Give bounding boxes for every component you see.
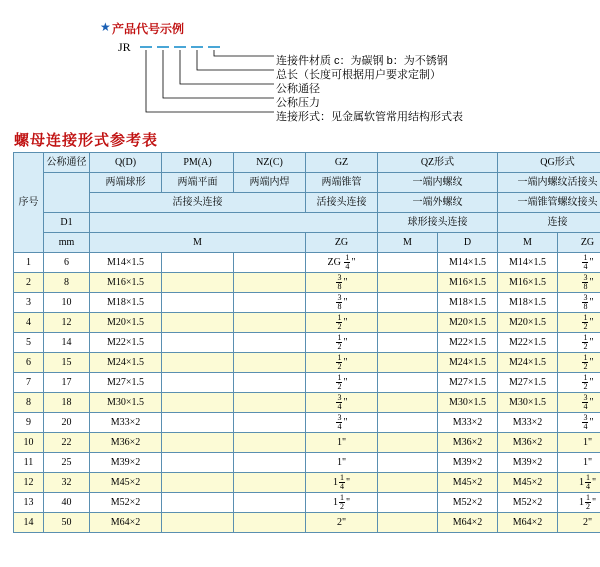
cell-nz xyxy=(234,433,306,453)
header-connect: 连接 xyxy=(498,213,600,233)
table-row xyxy=(14,513,600,533)
header-group-qz: QZ形式 xyxy=(378,153,498,173)
nut-connection-table xyxy=(13,152,600,533)
header-sub-zg: ZG xyxy=(306,233,378,253)
table-header-desc xyxy=(14,173,600,193)
cell-qg-zg: $\frac{1}{2}$ " xyxy=(558,353,600,373)
table-row xyxy=(14,413,600,433)
cell-dn: 20 xyxy=(44,413,90,433)
cell-pm xyxy=(162,413,234,433)
cell-qg-zg: $\frac{3}{4}$ " xyxy=(558,413,600,433)
table-row xyxy=(14,353,600,373)
cell-index: 13 xyxy=(14,493,44,513)
cell-pm xyxy=(162,493,234,513)
table-row xyxy=(14,313,600,333)
cell-q: M52×2 xyxy=(90,493,162,513)
cell-qg-zg: $\frac{1}{4}$ " xyxy=(558,253,600,273)
cell-qz-d: M36×2 xyxy=(438,433,498,453)
cell-pm xyxy=(162,273,234,293)
cell-qz-m xyxy=(378,373,438,393)
cell-dn: 18 xyxy=(44,393,90,413)
cell-q: M36×2 xyxy=(90,433,162,453)
cell-qg-zg: 1" xyxy=(558,433,600,453)
cell-pm xyxy=(162,393,234,413)
legend-note-connection: 连接形式：见金属软管常用结构形式表 xyxy=(276,111,463,123)
cell-qg-zg: 1 $\frac{1}{2}$ " xyxy=(558,493,600,513)
cell-qz-m xyxy=(378,493,438,513)
legend-note-pressure: 公称压力 xyxy=(276,97,320,109)
cell-q: M24×1.5 xyxy=(90,353,162,373)
cell-qz-d: M22×1.5 xyxy=(438,333,498,353)
cell-qz-m xyxy=(378,313,438,333)
cell-q: M45×2 xyxy=(90,473,162,493)
cell-qg-zg: 1 $\frac{1}{4}$ " xyxy=(558,473,600,493)
table-row xyxy=(14,293,600,313)
product-code-legend xyxy=(0,0,600,126)
cell-dn: 15 xyxy=(44,353,90,373)
cell-qg-zg: 2" xyxy=(558,513,600,533)
header-group-qg: QG形式 xyxy=(498,153,600,173)
cell-pm xyxy=(162,353,234,373)
cell-qg-m: M30×1.5 xyxy=(498,393,558,413)
cell-qg-m: M14×1.5 xyxy=(498,253,558,273)
cell-index: 8 xyxy=(14,393,44,413)
cell-index: 7 xyxy=(14,373,44,393)
cell-index: 5 xyxy=(14,333,44,353)
header-conn-gz: 活接头连接 xyxy=(306,193,378,213)
cell-qz-m xyxy=(378,353,438,373)
table-body xyxy=(14,253,600,533)
header-dn: 公称通径 xyxy=(44,153,90,173)
cell-gz: 1" xyxy=(306,433,378,453)
cell-q: M64×2 xyxy=(90,513,162,533)
cell-index: 14 xyxy=(14,513,44,533)
table-header-d1 xyxy=(14,213,600,233)
cell-dn: 50 xyxy=(44,513,90,533)
cell-qz-m xyxy=(378,293,438,313)
header-group-q: Q(D) xyxy=(90,153,162,173)
cell-gz: 1 $\frac{1}{2}$ " xyxy=(306,493,378,513)
header-conn-qz: 一端外螺纹 xyxy=(378,193,498,213)
table-row xyxy=(14,253,600,273)
cell-qz-d: M45×2 xyxy=(438,473,498,493)
table-header-units xyxy=(14,233,600,253)
cell-q: M22×1.5 xyxy=(90,333,162,353)
table-row xyxy=(14,333,600,353)
cell-pm xyxy=(162,253,234,273)
cell-gz: 1" xyxy=(306,453,378,473)
header-d1: D1 xyxy=(44,213,90,233)
header-desc-qg: 一端内螺纹活接头 xyxy=(498,173,600,193)
cell-qz-m xyxy=(378,453,438,473)
cell-gz: 1 $\frac{1}{4}$ " xyxy=(306,473,378,493)
cell-pm xyxy=(162,513,234,533)
cell-gz: $\frac{1}{2}$ " xyxy=(306,373,378,393)
header-desc-q: 两端球形 xyxy=(90,173,162,193)
cell-pm xyxy=(162,333,234,353)
header-desc-gz: 两端锥管 xyxy=(306,173,378,193)
cell-pm xyxy=(162,313,234,333)
table-row xyxy=(14,453,600,473)
cell-qg-zg: $\frac{3}{4}$ " xyxy=(558,393,600,413)
cell-qg-zg: $\frac{1}{2}$ " xyxy=(558,313,600,333)
cell-dn: 17 xyxy=(44,373,90,393)
cell-qz-m xyxy=(378,433,438,453)
cell-dn: 25 xyxy=(44,453,90,473)
legend-note-length: 总长（长度可根据用户要求定制） xyxy=(276,69,441,81)
header-group-gz: GZ xyxy=(306,153,378,173)
cell-q: M20×1.5 xyxy=(90,313,162,333)
header-dn-blank xyxy=(44,173,90,213)
cell-qz-m xyxy=(378,333,438,353)
cell-qg-m: M39×2 xyxy=(498,453,558,473)
cell-index: 11 xyxy=(14,453,44,473)
cell-q: M16×1.5 xyxy=(90,273,162,293)
cell-qz-m xyxy=(378,413,438,433)
cell-qz-d: M52×2 xyxy=(438,493,498,513)
cell-nz xyxy=(234,493,306,513)
cell-nz xyxy=(234,333,306,353)
header-desc-qz: 一端内螺纹 xyxy=(378,173,498,193)
table-header-conn xyxy=(14,193,600,213)
legend-note-diameter: 公称通径 xyxy=(276,83,320,95)
cell-index: 2 xyxy=(14,273,44,293)
cell-qg-m: M16×1.5 xyxy=(498,273,558,293)
cell-index: 10 xyxy=(14,433,44,453)
cell-nz xyxy=(234,393,306,413)
cell-dn: 6 xyxy=(44,253,90,273)
cell-pm xyxy=(162,453,234,473)
cell-qg-m: M27×1.5 xyxy=(498,373,558,393)
cell-nz xyxy=(234,513,306,533)
cell-qz-m xyxy=(378,513,438,533)
cell-pm xyxy=(162,293,234,313)
cell-dn: 32 xyxy=(44,473,90,493)
cell-pm xyxy=(162,433,234,453)
cell-index: 3 xyxy=(14,293,44,313)
header-index-label: 序号 xyxy=(18,196,39,208)
header-sub-qz-d: D xyxy=(438,233,498,253)
cell-nz xyxy=(234,253,306,273)
cell-qg-zg: $\frac{1}{2}$ " xyxy=(558,333,600,353)
cell-gz: $\frac{3}{8}$ " xyxy=(306,293,378,313)
table-row xyxy=(14,393,600,413)
code-prefix: JR xyxy=(118,40,131,54)
cell-qz-m xyxy=(378,253,438,273)
section-title: 螺母连接形式参考表 xyxy=(14,132,159,149)
cell-q: M33×2 xyxy=(90,413,162,433)
cell-qg-m: M33×2 xyxy=(498,413,558,433)
cell-q: M39×2 xyxy=(90,453,162,473)
cell-qg-m: M52×2 xyxy=(498,493,558,513)
cell-qz-d: M24×1.5 xyxy=(438,353,498,373)
cell-qg-m: M18×1.5 xyxy=(498,293,558,313)
cell-qz-m xyxy=(378,393,438,413)
cell-q: M18×1.5 xyxy=(90,293,162,313)
table-header-codes xyxy=(14,153,600,173)
cell-q: M30×1.5 xyxy=(90,393,162,413)
cell-pm xyxy=(162,473,234,493)
cell-index: 12 xyxy=(14,473,44,493)
cell-qz-d: M27×1.5 xyxy=(438,373,498,393)
header-desc-nz: 两端内焊 xyxy=(234,173,306,193)
cell-qz-d: M14×1.5 xyxy=(438,253,498,273)
cell-gz: $\frac{3}{4}$ " xyxy=(306,393,378,413)
cell-qz-d: M20×1.5 xyxy=(438,313,498,333)
header-ball-joint: 球形接头连接 xyxy=(378,213,498,233)
header-group-nz: NZ(C) xyxy=(234,153,306,173)
cell-dn: 12 xyxy=(44,313,90,333)
cell-qz-d: M16×1.5 xyxy=(438,273,498,293)
cell-gz: $\frac{1}{2}$ " xyxy=(306,353,378,373)
header-index xyxy=(14,153,44,253)
header-desc-pm: 两端平面 xyxy=(162,173,234,193)
table-row xyxy=(14,473,600,493)
cell-qg-m: M22×1.5 xyxy=(498,333,558,353)
table-row xyxy=(14,273,600,293)
cell-q: M27×1.5 xyxy=(90,373,162,393)
header-conn-qg: 一端锥管螺纹接头 xyxy=(498,193,600,213)
cell-gz: $\frac{1}{2}$ " xyxy=(306,333,378,353)
cell-qg-m: M64×2 xyxy=(498,513,558,533)
cell-qg-m: M36×2 xyxy=(498,433,558,453)
cell-index: 1 xyxy=(14,253,44,273)
cell-qg-m: M20×1.5 xyxy=(498,313,558,333)
star-icon: ★ xyxy=(100,20,111,34)
header-unit-mm: mm xyxy=(44,233,90,253)
cell-index: 6 xyxy=(14,353,44,373)
header-conn-left: 活接头连接 xyxy=(90,193,306,213)
cell-nz xyxy=(234,353,306,373)
table-row xyxy=(14,493,600,513)
cell-gz: $\frac{1}{2}$ " xyxy=(306,313,378,333)
cell-qz-d: M64×2 xyxy=(438,513,498,533)
table-row xyxy=(14,373,600,393)
cell-nz xyxy=(234,453,306,473)
cell-qg-m: M45×2 xyxy=(498,473,558,493)
cell-index: 9 xyxy=(14,413,44,433)
legend-note-material: 连接件材质 c：为碳钢 b：为不锈钢 xyxy=(276,55,448,67)
cell-dn: 10 xyxy=(44,293,90,313)
cell-gz: $\frac{3}{4}$ " xyxy=(306,413,378,433)
cell-gz: $\frac{3}{8}$ " xyxy=(306,273,378,293)
cell-qz-d: M39×2 xyxy=(438,453,498,473)
cell-nz xyxy=(234,313,306,333)
cell-qg-zg: $\frac{1}{2}$ " xyxy=(558,373,600,393)
header-sub-qg-zg: ZG xyxy=(558,233,600,253)
cell-nz xyxy=(234,293,306,313)
header-sub-qz-m: M xyxy=(378,233,438,253)
cell-index: 4 xyxy=(14,313,44,333)
cell-nz xyxy=(234,273,306,293)
cell-qg-m: M24×1.5 xyxy=(498,353,558,373)
header-sub-qg-m: M xyxy=(498,233,558,253)
cell-dn: 14 xyxy=(44,333,90,353)
cell-gz: 2" xyxy=(306,513,378,533)
header-group-pm: PM(A) xyxy=(162,153,234,173)
cell-qg-zg: 1" xyxy=(558,453,600,473)
cell-qz-d: M33×2 xyxy=(438,413,498,433)
header-sub-m: M xyxy=(90,233,306,253)
cell-nz xyxy=(234,413,306,433)
cell-dn: 8 xyxy=(44,273,90,293)
cell-gz: ZG $\frac{1}{4}$ " xyxy=(306,253,378,273)
cell-qg-zg: $\frac{3}{8}$ " xyxy=(558,293,600,313)
header-d1-mid xyxy=(90,213,378,233)
cell-qz-d: M18×1.5 xyxy=(438,293,498,313)
cell-qz-m xyxy=(378,273,438,293)
table-row xyxy=(14,433,600,453)
legend-title: 产品代号示例 xyxy=(112,22,185,36)
cell-pm xyxy=(162,373,234,393)
cell-nz xyxy=(234,473,306,493)
cell-dn: 22 xyxy=(44,433,90,453)
cell-nz xyxy=(234,373,306,393)
cell-q: M14×1.5 xyxy=(90,253,162,273)
cell-qz-d: M30×1.5 xyxy=(438,393,498,413)
cell-qg-zg: $\frac{3}{8}$ " xyxy=(558,273,600,293)
cell-dn: 40 xyxy=(44,493,90,513)
cell-qz-m xyxy=(378,473,438,493)
